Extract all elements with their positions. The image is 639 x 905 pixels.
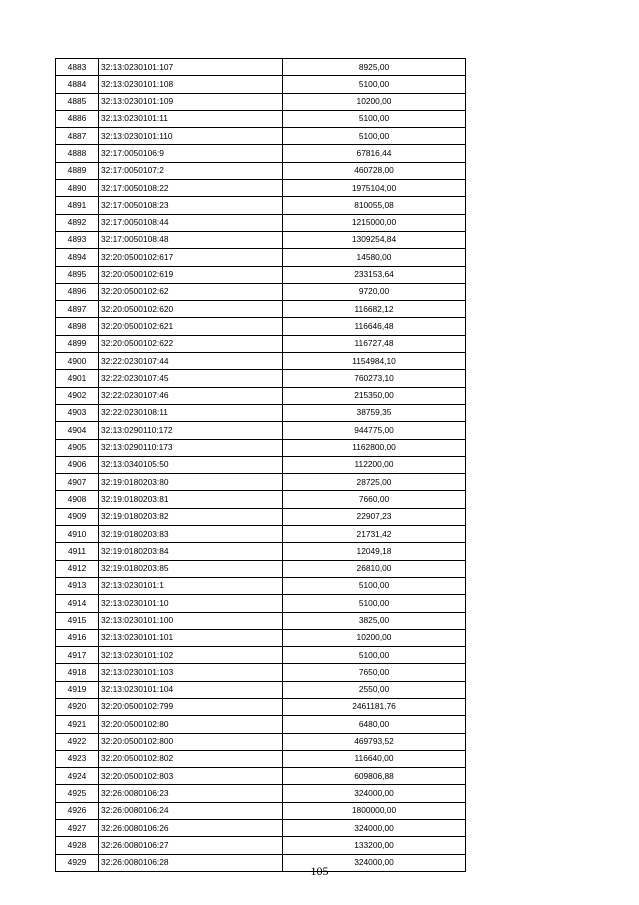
cadastral-value-cell: 233153,64 xyxy=(283,266,466,283)
row-number-cell: 4901 xyxy=(56,370,99,387)
cadastral-number-cell: 32:20:0500102:621 xyxy=(99,318,283,335)
row-number-cell: 4921 xyxy=(56,716,99,733)
table-row xyxy=(56,422,466,439)
cadastral-value-cell: 760273,10 xyxy=(283,370,466,387)
cadastral-number-cell: 32:26:0080106:24 xyxy=(99,802,283,819)
table-row xyxy=(56,439,466,456)
cadastral-number-cell: 32:13:0290110:172 xyxy=(99,422,283,439)
cadastral-number-cell: 32:13:0230101:11 xyxy=(99,110,283,127)
cadastral-value-cell: 8925,00 xyxy=(283,59,466,76)
table-row xyxy=(56,318,466,335)
row-number-cell: 4906 xyxy=(56,456,99,473)
row-number-cell: 4890 xyxy=(56,180,99,197)
row-number-cell: 4900 xyxy=(56,353,99,370)
table-row xyxy=(56,231,466,248)
cadastral-number-cell: 32:20:0500102:799 xyxy=(99,698,283,715)
cadastral-value-cell: 10200,00 xyxy=(283,629,466,646)
table-row xyxy=(56,249,466,266)
table-row xyxy=(56,647,466,664)
row-number-cell: 4922 xyxy=(56,733,99,750)
table-row xyxy=(56,214,466,231)
table-row xyxy=(56,560,466,577)
cadastral-number-cell: 32:13:0230101:110 xyxy=(99,128,283,145)
table-row xyxy=(56,698,466,715)
table-row xyxy=(56,612,466,629)
row-number-cell: 4883 xyxy=(56,59,99,76)
cadastral-number-cell: 32:26:0080106:23 xyxy=(99,785,283,802)
table-row xyxy=(56,768,466,785)
cadastral-value-cell: 944775,00 xyxy=(283,422,466,439)
row-number-cell: 4893 xyxy=(56,231,99,248)
row-number-cell: 4896 xyxy=(56,283,99,300)
cadastral-number-cell: 32:20:0500102:620 xyxy=(99,301,283,318)
row-number-cell: 4910 xyxy=(56,526,99,543)
table-row xyxy=(56,577,466,594)
table-row xyxy=(56,802,466,819)
row-number-cell: 4888 xyxy=(56,145,99,162)
table-row xyxy=(56,59,466,76)
cadastral-number-cell: 32:17:0050108:22 xyxy=(99,180,283,197)
cadastral-number-cell: 32:19:0180203:85 xyxy=(99,560,283,577)
cadastral-number-cell: 32:17:0050108:48 xyxy=(99,231,283,248)
table-row xyxy=(56,491,466,508)
row-number-cell: 4889 xyxy=(56,162,99,179)
cadastral-number-cell: 32:13:0230101:108 xyxy=(99,76,283,93)
table-row xyxy=(56,543,466,560)
cadastral-value-cell: 112200,00 xyxy=(283,456,466,473)
cadastral-number-cell: 32:26:0080106:27 xyxy=(99,837,283,854)
cadastral-value-cell: 1309254,84 xyxy=(283,231,466,248)
cadastral-value-cell: 28725,00 xyxy=(283,474,466,491)
cadastral-value-cell: 324000,00 xyxy=(283,854,466,871)
cadastral-number-cell: 32:13:0230101:104 xyxy=(99,681,283,698)
row-number-cell: 4903 xyxy=(56,404,99,421)
cadastral-value-table xyxy=(55,58,466,872)
cadastral-number-cell: 32:22:0230107:45 xyxy=(99,370,283,387)
table-row xyxy=(56,508,466,525)
cadastral-value-cell: 5100,00 xyxy=(283,110,466,127)
cadastral-number-cell: 32:20:0500102:800 xyxy=(99,733,283,750)
row-number-cell: 4928 xyxy=(56,837,99,854)
cadastral-number-cell: 32:19:0180203:81 xyxy=(99,491,283,508)
cadastral-number-cell: 32:13:0230101:109 xyxy=(99,93,283,110)
cadastral-value-cell: 116682,12 xyxy=(283,301,466,318)
row-number-cell: 4916 xyxy=(56,629,99,646)
table-row xyxy=(56,76,466,93)
cadastral-value-cell: 26810,00 xyxy=(283,560,466,577)
cadastral-value-cell: 1975104,00 xyxy=(283,180,466,197)
cadastral-value-cell: 67816,44 xyxy=(283,145,466,162)
cadastral-number-cell: 32:13:0230101:10 xyxy=(99,595,283,612)
cadastral-number-cell: 32:13:0230101:102 xyxy=(99,647,283,664)
cadastral-number-cell: 32:26:0080106:26 xyxy=(99,820,283,837)
cadastral-number-cell: 32:26:0080106:28 xyxy=(99,854,283,871)
cadastral-number-cell: 32:17:0050106:9 xyxy=(99,145,283,162)
table-row xyxy=(56,733,466,750)
table-row xyxy=(56,404,466,421)
row-number-cell: 4911 xyxy=(56,543,99,560)
cadastral-value-cell: 12049,18 xyxy=(283,543,466,560)
cadastral-value-cell: 9720,00 xyxy=(283,283,466,300)
row-number-cell: 4925 xyxy=(56,785,99,802)
cadastral-number-cell: 32:13:0290110:173 xyxy=(99,439,283,456)
row-number-cell: 4926 xyxy=(56,802,99,819)
cadastral-value-cell: 1162800,00 xyxy=(283,439,466,456)
table-row xyxy=(56,93,466,110)
cadastral-number-cell: 32:20:0500102:803 xyxy=(99,768,283,785)
row-number-cell: 4885 xyxy=(56,93,99,110)
cadastral-number-cell: 32:13:0230101:101 xyxy=(99,629,283,646)
row-number-cell: 4927 xyxy=(56,820,99,837)
cadastral-number-cell: 32:19:0180203:80 xyxy=(99,474,283,491)
cadastral-number-cell: 32:19:0180203:84 xyxy=(99,543,283,560)
table-row xyxy=(56,197,466,214)
row-number-cell: 4884 xyxy=(56,76,99,93)
table-row xyxy=(56,301,466,318)
cadastral-number-cell: 32:13:0340105:50 xyxy=(99,456,283,473)
cadastral-number-cell: 32:20:0500102:622 xyxy=(99,335,283,352)
cadastral-value-cell: 5100,00 xyxy=(283,647,466,664)
row-number-cell: 4886 xyxy=(56,110,99,127)
cadastral-value-cell: 1800000,00 xyxy=(283,802,466,819)
table-row xyxy=(56,387,466,404)
cadastral-number-cell: 32:13:0230101:1 xyxy=(99,577,283,594)
cadastral-value-cell: 460728,00 xyxy=(283,162,466,179)
cadastral-value-cell: 1154984,10 xyxy=(283,353,466,370)
cadastral-number-cell: 32:19:0180203:82 xyxy=(99,508,283,525)
row-number-cell: 4895 xyxy=(56,266,99,283)
cadastral-number-cell: 32:19:0180203:83 xyxy=(99,526,283,543)
cadastral-number-cell: 32:22:0230107:46 xyxy=(99,387,283,404)
row-number-cell: 4917 xyxy=(56,647,99,664)
cadastral-number-cell: 32:13:0230101:100 xyxy=(99,612,283,629)
table-row xyxy=(56,145,466,162)
table-row xyxy=(56,456,466,473)
cadastral-value-cell: 6480,00 xyxy=(283,716,466,733)
cadastral-number-cell: 32:17:0050108:44 xyxy=(99,214,283,231)
row-number-cell: 4919 xyxy=(56,681,99,698)
cadastral-number-cell: 32:20:0500102:62 xyxy=(99,283,283,300)
table-row xyxy=(56,820,466,837)
row-number-cell: 4918 xyxy=(56,664,99,681)
row-number-cell: 4894 xyxy=(56,249,99,266)
row-number-cell: 4914 xyxy=(56,595,99,612)
cadastral-value-cell: 14580,00 xyxy=(283,249,466,266)
cadastral-value-cell: 324000,00 xyxy=(283,820,466,837)
row-number-cell: 4902 xyxy=(56,387,99,404)
table-row xyxy=(56,785,466,802)
table-row xyxy=(56,629,466,646)
table-row xyxy=(56,716,466,733)
row-number-cell: 4892 xyxy=(56,214,99,231)
row-number-cell: 4887 xyxy=(56,128,99,145)
cadastral-value-cell: 469793,52 xyxy=(283,733,466,750)
table-row xyxy=(56,837,466,854)
table-row xyxy=(56,110,466,127)
cadastral-number-cell: 32:22:0230108:11 xyxy=(99,404,283,421)
table-row xyxy=(56,750,466,767)
cadastral-value-cell: 38759,35 xyxy=(283,404,466,421)
cadastral-number-cell: 32:13:0230101:107 xyxy=(99,59,283,76)
table-row xyxy=(56,128,466,145)
row-number-cell: 4920 xyxy=(56,698,99,715)
cadastral-number-cell: 32:17:0050108:23 xyxy=(99,197,283,214)
cadastral-number-cell: 32:20:0500102:617 xyxy=(99,249,283,266)
row-number-cell: 4913 xyxy=(56,577,99,594)
row-number-cell: 4897 xyxy=(56,301,99,318)
cadastral-value-cell: 116727,48 xyxy=(283,335,466,352)
page-number: 105 xyxy=(310,864,329,878)
row-number-cell: 4899 xyxy=(56,335,99,352)
table-row xyxy=(56,283,466,300)
cadastral-number-cell: 32:13:0230101:103 xyxy=(99,664,283,681)
table-row xyxy=(56,180,466,197)
row-number-cell: 4905 xyxy=(56,439,99,456)
cadastral-value-cell: 7660,00 xyxy=(283,491,466,508)
cadastral-value-cell: 116646,48 xyxy=(283,318,466,335)
cadastral-value-cell: 5100,00 xyxy=(283,128,466,145)
cadastral-value-cell: 1215000,00 xyxy=(283,214,466,231)
row-number-cell: 4904 xyxy=(56,422,99,439)
cadastral-value-cell: 2550,00 xyxy=(283,681,466,698)
table-row xyxy=(56,370,466,387)
cadastral-value-cell: 5100,00 xyxy=(283,577,466,594)
cadastral-value-cell: 133200,00 xyxy=(283,837,466,854)
cadastral-value-cell: 10200,00 xyxy=(283,93,466,110)
cadastral-value-cell: 5100,00 xyxy=(283,595,466,612)
cadastral-number-cell: 32:20:0500102:80 xyxy=(99,716,283,733)
cadastral-value-cell: 324000,00 xyxy=(283,785,466,802)
row-number-cell: 4908 xyxy=(56,491,99,508)
row-number-cell: 4909 xyxy=(56,508,99,525)
row-number-cell: 4929 xyxy=(56,854,99,871)
row-number-cell: 4898 xyxy=(56,318,99,335)
row-number-cell: 4915 xyxy=(56,612,99,629)
cadastral-number-cell: 32:20:0500102:619 xyxy=(99,266,283,283)
table-body xyxy=(56,59,466,872)
table-row xyxy=(56,162,466,179)
table-row xyxy=(56,335,466,352)
cadastral-number-cell: 32:20:0500102:802 xyxy=(99,750,283,767)
cadastral-number-cell: 32:17:0050107:2 xyxy=(99,162,283,179)
row-number-cell: 4924 xyxy=(56,768,99,785)
cadastral-value-cell: 5100,00 xyxy=(283,76,466,93)
table-row xyxy=(56,664,466,681)
table-row xyxy=(56,526,466,543)
cadastral-value-cell: 3825,00 xyxy=(283,612,466,629)
row-number-cell: 4907 xyxy=(56,474,99,491)
cadastral-value-cell: 116640,00 xyxy=(283,750,466,767)
cadastral-number-cell: 32:22:0230107:44 xyxy=(99,353,283,370)
table-row xyxy=(56,681,466,698)
cadastral-value-cell: 22907,23 xyxy=(283,508,466,525)
cadastral-value-cell: 2461181,76 xyxy=(283,698,466,715)
cadastral-value-cell: 810055,08 xyxy=(283,197,466,214)
table-row xyxy=(56,353,466,370)
cadastral-value-cell: 609806,88 xyxy=(283,768,466,785)
cadastral-value-cell: 215350,00 xyxy=(283,387,466,404)
table-row xyxy=(56,595,466,612)
row-number-cell: 4912 xyxy=(56,560,99,577)
cadastral-value-cell: 7650,00 xyxy=(283,664,466,681)
cadastral-value-cell: 21731,42 xyxy=(283,526,466,543)
row-number-cell: 4923 xyxy=(56,750,99,767)
table-row xyxy=(56,474,466,491)
row-number-cell: 4891 xyxy=(56,197,99,214)
table-row xyxy=(56,266,466,283)
